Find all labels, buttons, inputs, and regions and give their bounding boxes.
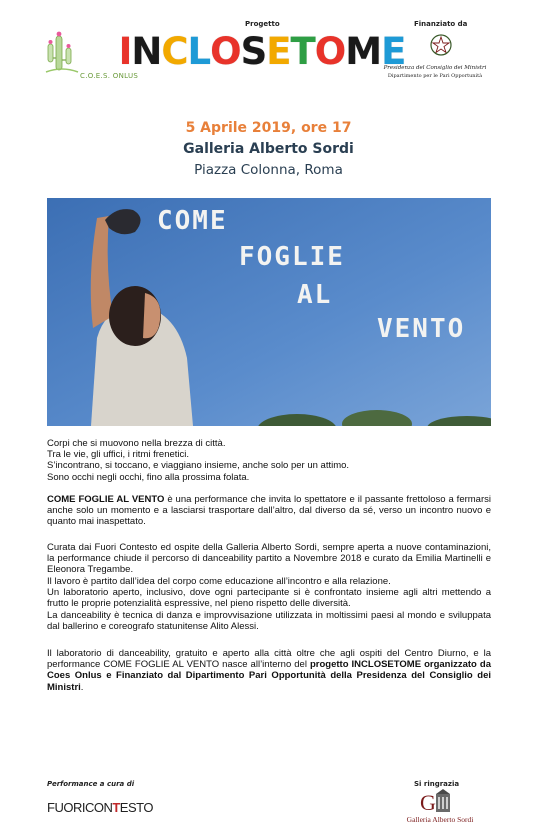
paragraph-1-text: è una performance che invita lo spettatore e il passante frettoloso a fermarsi anche solo un momento e a lasciarsi trasportare dall’altro, dal diverso da sé, verso un incontro nuovo e quanto mai inaspettato. bbox=[47, 494, 491, 528]
poem-line: Tra le vie, gli uffici, i ritmi frenetici. bbox=[47, 449, 190, 461]
poem-line: S’incontrano, si toccano, e viaggiano insieme, anche solo per un attimo. bbox=[47, 460, 350, 472]
project-title-letter: E bbox=[381, 30, 406, 73]
project-title-letter: L bbox=[187, 30, 211, 73]
italian-emblem-icon bbox=[428, 32, 454, 58]
paragraph-5: La danceability è tecnica di danza e improvvisazione utilizzata in moltissimi paesi al mondo e sviluppata dal ballerino e coreografo statunitense Alito Alessi. bbox=[47, 610, 491, 633]
project-title-letter: N bbox=[131, 30, 162, 73]
project-title-letter: O bbox=[210, 30, 241, 73]
thanks-label: Si ringrazia bbox=[414, 780, 460, 788]
fuori-left: FUORICON bbox=[47, 800, 113, 815]
poem-line: Corpi che si muovono nella brezza di città. bbox=[47, 438, 226, 449]
project-title-letter: E bbox=[266, 30, 291, 73]
photo-word-1: COME bbox=[157, 206, 228, 236]
paragraph-6-text: Il laboratorio di danceability, gratuito e aperto alla città oltre che agli ospiti del Centro Diurno, e la performance COME FOGLIE AL VENTO nasce all’interno del bbox=[47, 648, 491, 671]
paragraph-6 bbox=[47, 648, 491, 693]
paragraph-4: Un laboratorio aperto, inclusivo, dove ogni partecipante si è confrontato insieme agli altri mettendo a frutto le proprie potenzialità espressive, nel pieno rispetto delle diversità. bbox=[47, 587, 491, 610]
gallery-logo-icon bbox=[418, 788, 458, 814]
event-venue: Galleria Alberto Sordi bbox=[183, 141, 354, 157]
project-label: Progetto bbox=[245, 20, 280, 28]
project-credit: progetto INCLOSETOME organizzato da Coes Onlus e Finanziato dal Dipartimento Pari Opportunità della Presidenza del Consiglio dei Ministri bbox=[47, 659, 491, 693]
project-title-letter: M bbox=[345, 30, 382, 73]
performance-label: Performance a cura di bbox=[47, 780, 135, 788]
photo-word-4: VENTO bbox=[377, 314, 466, 344]
gov-line-1: Presidenza del Consiglio dei Ministri bbox=[383, 65, 487, 71]
fuori-right: ESTO bbox=[119, 800, 153, 815]
paragraph-1 bbox=[47, 494, 491, 528]
project-title-letter: O bbox=[314, 30, 346, 73]
project-title-letter: T bbox=[290, 30, 315, 73]
coes-name: C.O.E.S. ONLUS bbox=[80, 72, 139, 80]
dancer-image bbox=[47, 198, 491, 426]
funded-label: Finanziato da bbox=[414, 20, 468, 28]
event-photo bbox=[47, 198, 491, 426]
event-address: Piazza Colonna, Roma bbox=[194, 162, 343, 178]
paragraph-3: Il lavoro è partito dall’idea del corpo come educazione all’incontro e alla relazione. bbox=[47, 576, 391, 587]
project-title-letter: I bbox=[118, 30, 132, 73]
paragraph-2: Curata dai Fuori Contesto ed ospite della Galleria Alberto Sordi, sempre aperta a nuove contaminazioni, la performance chiude il percorso di danceability partito a Novembre 2018 e curato da Emilia Martinelli e Eleonora Tregambe. bbox=[47, 542, 491, 576]
photo-word-2: FOGLIE bbox=[239, 242, 345, 272]
gov-line-2: Dipartimento per le Pari Opportunità bbox=[387, 73, 483, 79]
svg-text:G: G bbox=[420, 790, 436, 814]
paragraph-6-end: . bbox=[80, 681, 84, 693]
project-title-letter: S bbox=[240, 30, 267, 73]
event-date: 5 Aprile 2019, ore 17 bbox=[185, 120, 352, 136]
fuori-mark: T bbox=[112, 800, 120, 815]
fuoricontesto-logo bbox=[47, 800, 153, 815]
project-title bbox=[118, 30, 406, 74]
gallery-name: Galleria Alberto Sordi bbox=[406, 815, 474, 824]
poem-line: Sono occhi negli occhi, fino alla prossima folata. bbox=[47, 471, 250, 483]
performance-title: COME FOGLIE AL VENTO bbox=[47, 494, 165, 505]
poem bbox=[47, 438, 491, 483]
photo-word-3: AL bbox=[297, 280, 333, 310]
project-title-letter: C bbox=[161, 30, 188, 73]
